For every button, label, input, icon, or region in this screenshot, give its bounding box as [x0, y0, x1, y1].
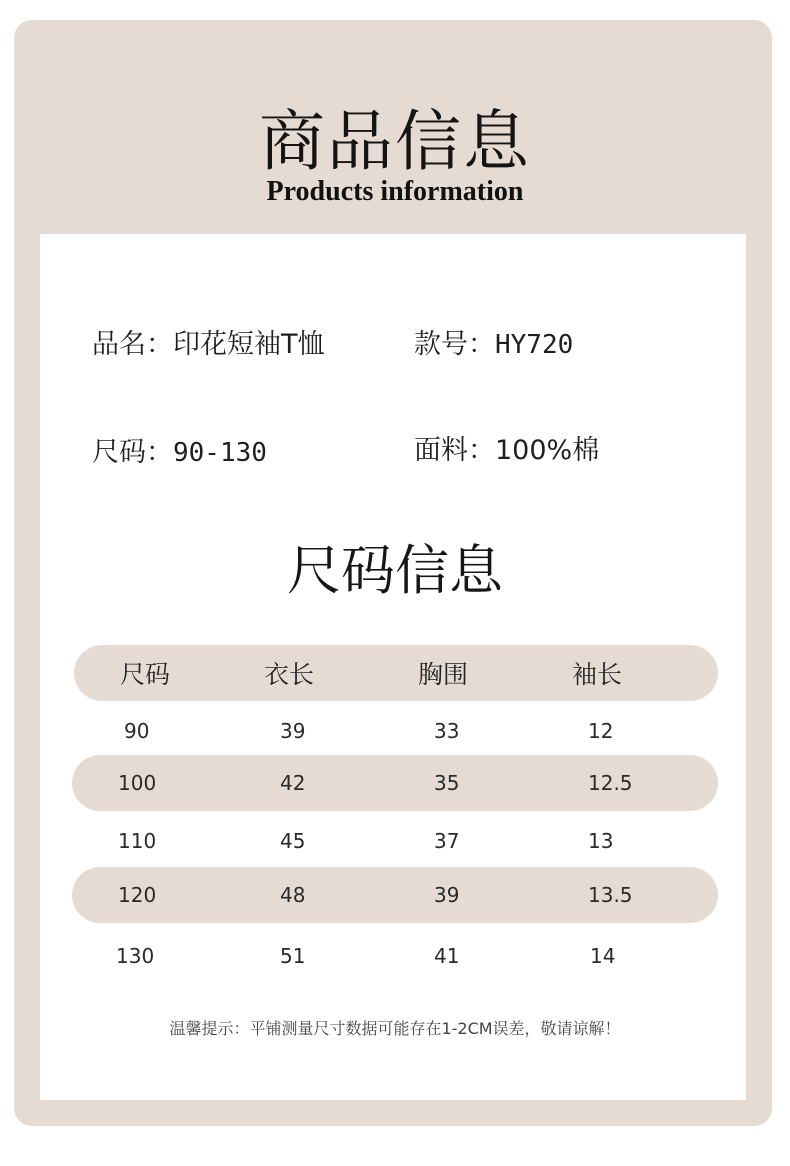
fabric: [414, 428, 599, 467]
page-title: 商品信息: [259, 103, 531, 180]
table-cell: 13: [588, 829, 614, 853]
size-table-header: [74, 645, 718, 701]
table-cell: 110: [118, 829, 157, 853]
column-header: 衣长: [264, 660, 315, 689]
table-row: [74, 703, 718, 759]
table-cell: 13.5: [588, 883, 633, 907]
table-row: [74, 928, 718, 984]
size-range: [92, 430, 267, 469]
table-cell: 37: [434, 829, 460, 853]
page-subtitle: Products information: [266, 176, 524, 207]
style-number-value: HY720: [495, 330, 574, 360]
table-cell: 120: [118, 883, 157, 907]
table-cell: 14: [590, 944, 616, 968]
size-range-value: 90-130: [173, 438, 267, 468]
product-name-label: 品名：: [92, 329, 173, 360]
table-cell: 12: [588, 719, 614, 743]
measurement-note: 温馨提示：平铺测量尺寸数据可能存在1-2CM误差，敬请谅解！: [169, 1019, 621, 1038]
product-name-value: 印花短袖T恤: [173, 329, 325, 360]
style-number: [414, 322, 573, 361]
table-cell: 48: [280, 883, 306, 907]
size-section-title: 尺码信息: [287, 539, 503, 602]
table-cell: 90: [124, 719, 150, 743]
table-row: [72, 755, 718, 811]
table-cell: 130: [116, 944, 155, 968]
column-header: 胸围: [418, 660, 469, 689]
table-cell: 41: [434, 944, 460, 968]
table-cell: 45: [280, 829, 306, 853]
table-cell: 39: [434, 883, 460, 907]
table-cell: 100: [118, 771, 157, 795]
column-header: 袖长: [572, 660, 623, 689]
table-cell: 51: [280, 944, 306, 968]
table-cell: 42: [280, 771, 306, 795]
table-cell: 35: [434, 771, 460, 795]
table-row: [74, 813, 718, 869]
size-range-label: 尺码：: [92, 437, 173, 468]
product-name: [92, 322, 325, 361]
style-number-label: 款号：: [414, 329, 495, 360]
table-cell: 33: [434, 719, 460, 743]
column-header: 尺码: [120, 660, 171, 689]
fabric-label: 面料：: [414, 435, 495, 466]
table-cell: 12.5: [588, 771, 633, 795]
table-row: [72, 867, 718, 923]
fabric-value: 100%棉: [495, 435, 600, 466]
table-cell: 39: [280, 719, 306, 743]
